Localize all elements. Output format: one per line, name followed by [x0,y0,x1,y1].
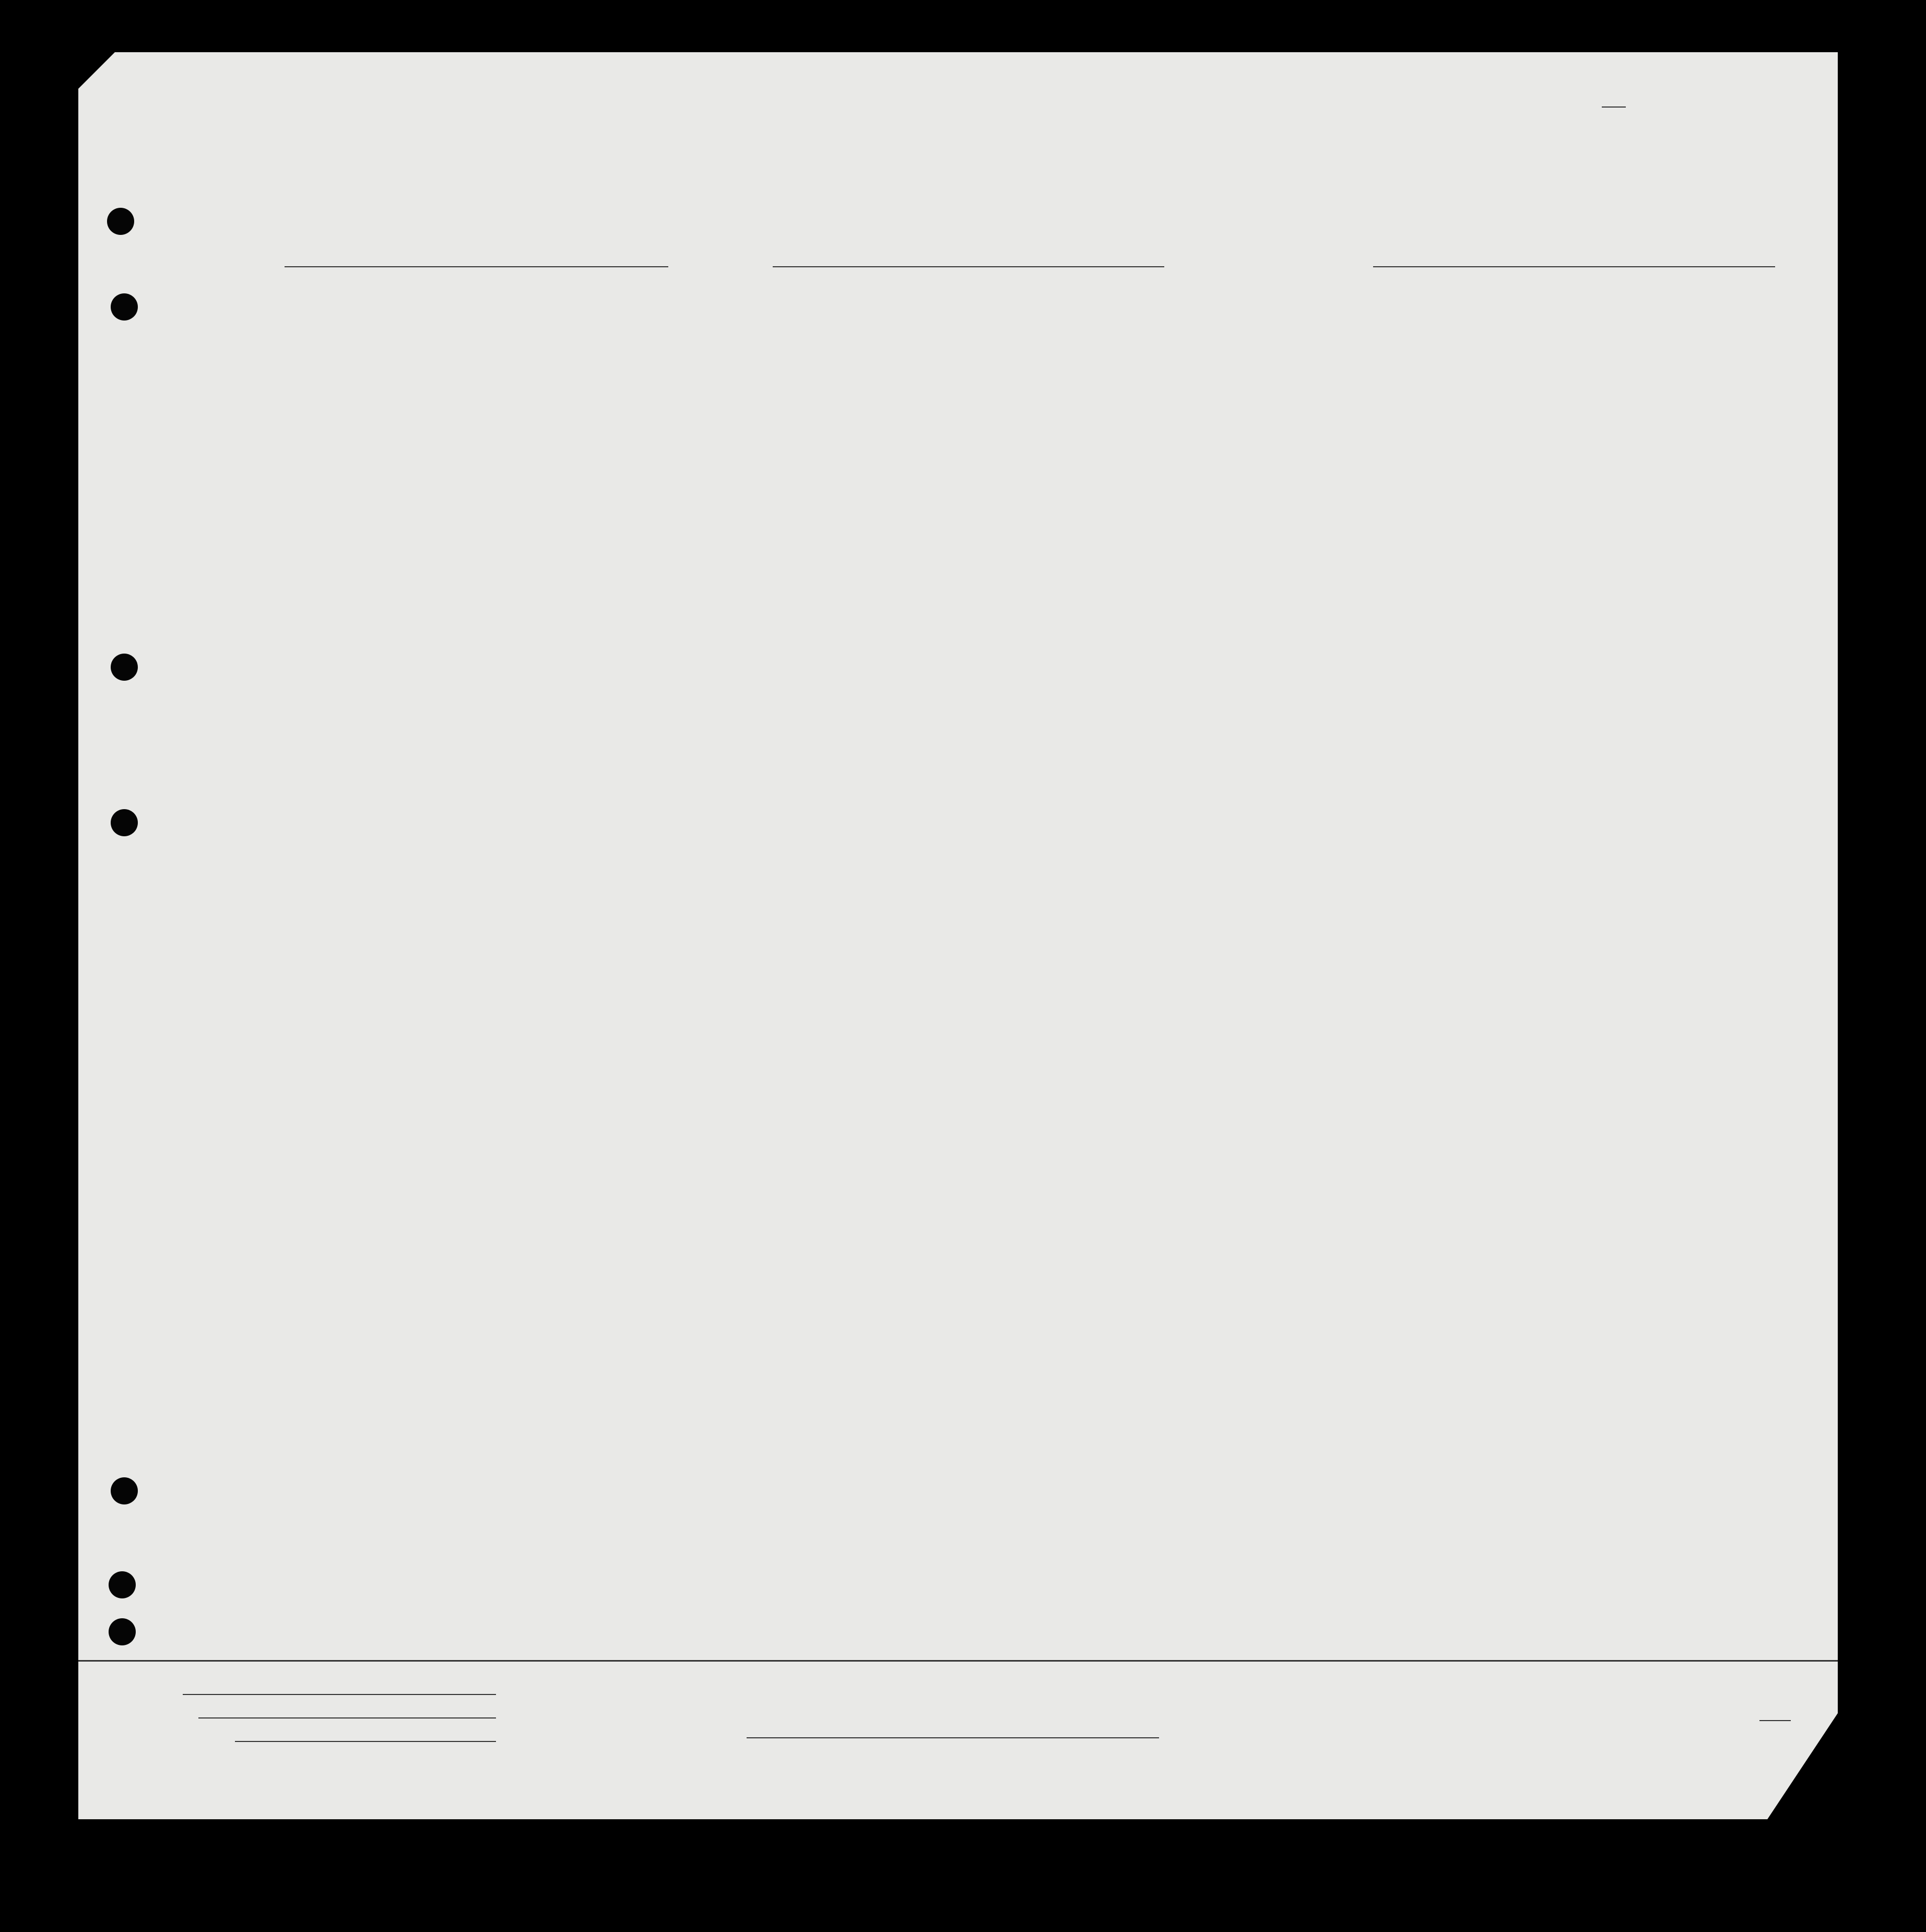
arriving-underline [773,266,1164,267]
agents-underline [235,1741,496,1742]
sheet-number [1592,91,1626,107]
line-underline [183,1694,496,1695]
tally-rule [1759,1720,1791,1721]
binder-hole [107,208,134,235]
binder-hole [111,654,138,681]
binder-hole [109,1618,136,1645]
owners-underline [198,1717,496,1718]
margin-vessel-name [138,368,196,994]
footer-rule [78,1660,1838,1662]
signature-underline [747,1737,1159,1738]
vessel-underline [285,266,668,267]
binder-hole [111,809,138,836]
sheet-number-value [1602,91,1626,108]
binder-hole [109,1571,136,1598]
manifest-sheet [78,52,1838,1819]
margin-stamp-date [136,1169,157,1326]
from-underline [1373,266,1775,267]
binder-hole [111,293,138,321]
binder-hole [111,1477,138,1504]
